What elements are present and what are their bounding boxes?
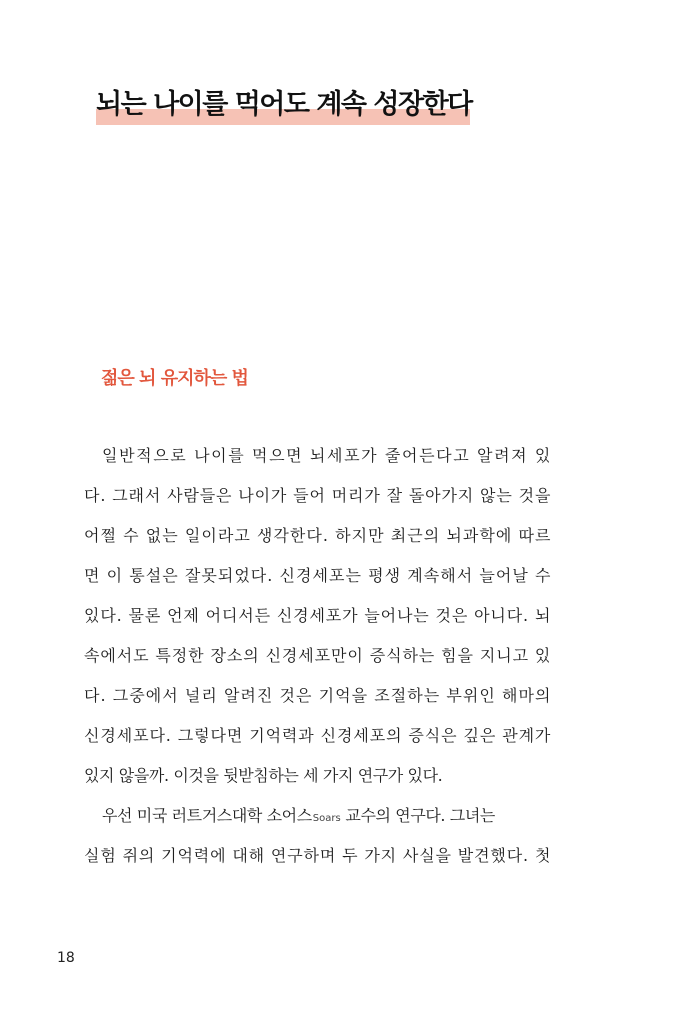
paragraph-line (84, 596, 550, 636)
line-text: 다. 그중에서 널리 알려진 것은 기억을 조절하는 부위인 해마의 (84, 686, 552, 705)
foreign-annotation: Soars (312, 813, 341, 824)
body-text (84, 436, 553, 876)
paragraph-line (84, 636, 550, 676)
paragraph-line (84, 476, 550, 516)
line-text: 일반적으로 나이를 먹으면 뇌세포가 줄어든다고 알려져 있 (102, 446, 553, 465)
paragraph-line (84, 716, 550, 756)
paragraph-line (84, 676, 550, 716)
line-text: 다. 그래서 사람들은 나이가 들어 머리가 잘 돌아가지 않는 것을 (84, 486, 552, 505)
page-number: 18 (57, 950, 75, 966)
line-text: 신경세포다. 그렇다면 기억력과 신경세포의 증식은 깊은 관계가 (84, 726, 552, 745)
line-text: 속에서도 특정한 장소의 신경세포만이 증식하는 힘을 지니고 있 (84, 646, 552, 665)
paragraph-line (84, 756, 550, 796)
line-text: 면 이 통설은 잘못되었다. 신경세포는 평생 계속해서 늘어날 수 (84, 566, 552, 585)
line-text: 있다. 물론 언제 어디서든 신경세포가 늘어나는 것은 아니다. 뇌 (84, 606, 552, 625)
paragraph-line (84, 436, 553, 476)
line-text: 어쩔 수 없는 일이라고 생각한다. 하지만 최근의 뇌과학에 따르 (84, 526, 552, 545)
paragraph-line (84, 556, 550, 596)
line-text: 있지 않을까. 이것을 뒷받침하는 세 가지 연구가 있다. (84, 766, 443, 785)
line-text-before: 우선 미국 러트거스대학 소어스 (102, 806, 312, 825)
line-text-after: 교수의 연구다. 그녀는 (340, 806, 495, 825)
paragraph-line (84, 516, 550, 556)
line-text: 실험 쥐의 기억력에 대해 연구하며 두 가지 사실을 발견했다. 첫 (84, 846, 552, 865)
section-subtitle: 젊은 뇌 유지하는 법 (101, 368, 248, 389)
chapter-title-block (96, 85, 472, 127)
chapter-title: 뇌는 나이를 먹어도 계속 성장한다 (96, 89, 472, 120)
line-text (102, 796, 495, 836)
paragraph-line (84, 836, 550, 876)
paragraph-line (84, 796, 550, 836)
